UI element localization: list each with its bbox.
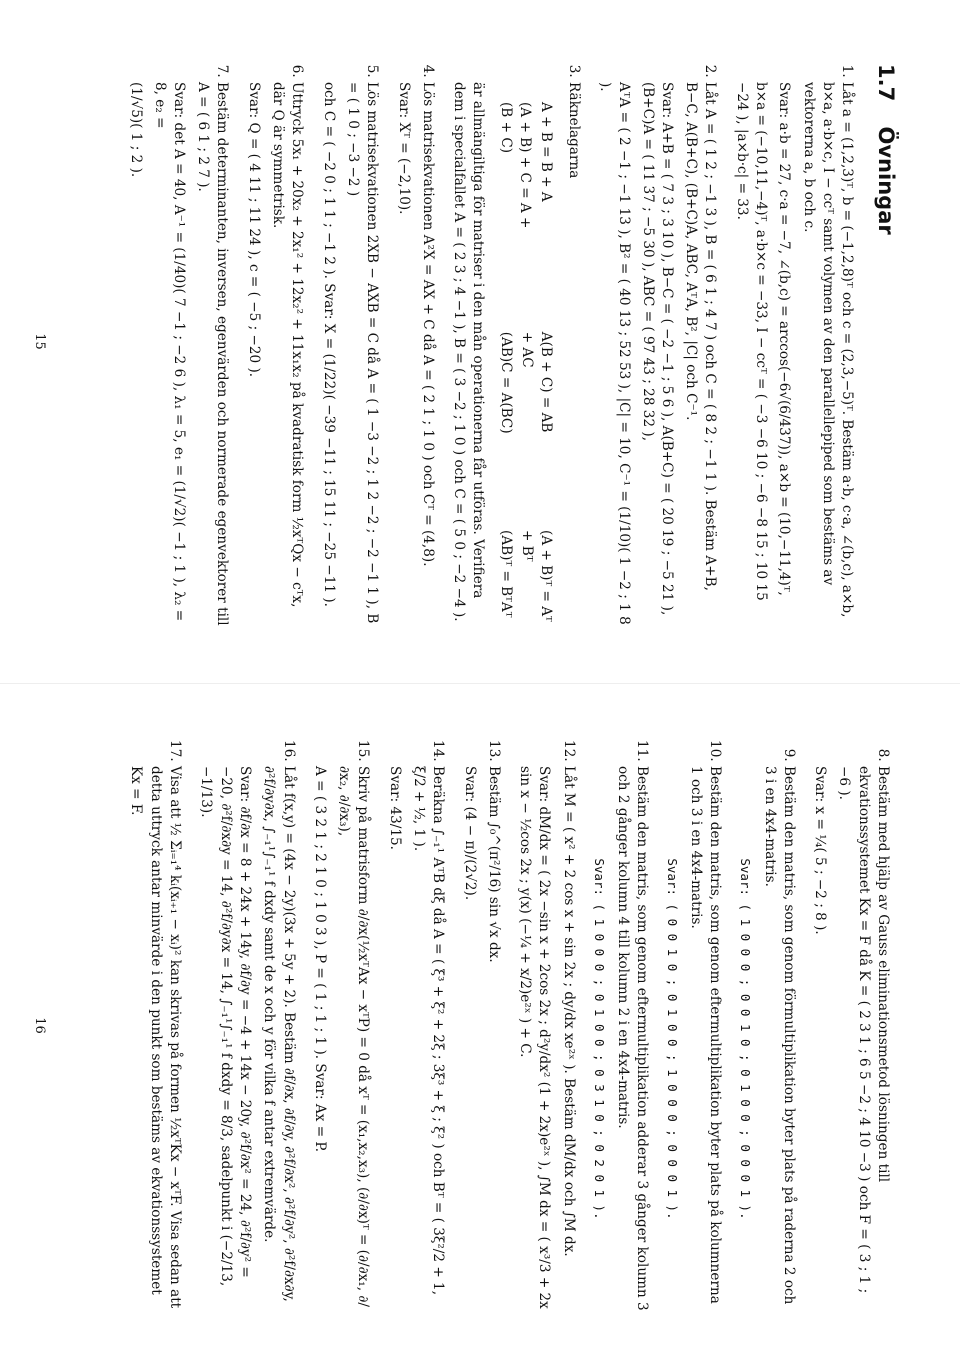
exercise-12	[515, 766, 578, 1312]
law-transpose-sum: (A + B)ᵀ = Aᵀ + Bᵀ	[519, 530, 555, 622]
exercise-2-answer-line2: AᵀA = ( 2 −1 ; −1 13 ), B² = ( 40 13 ; 52 53 ), |C| = 10, C⁻¹ = (1/10)( 1 −2 ; 1 8 ).	[596, 82, 633, 625]
exercise-4	[393, 82, 437, 628]
exercise-7	[126, 82, 231, 628]
exercise-9-answer: Svar: ( 1 0 0 0 ; 0 0 1 0 ; 0 1 0 0 ; 0 0 0 1 ).	[738, 858, 754, 1220]
laws-column-1	[493, 102, 557, 242]
exercise-6-question: 6. Uttryck 5x₁ + 20x₂ + 2x₁² + 12x₂² + 11x₁x₂ på kvadratisk form ½xᵀQx − cᵀx, där Q är symmetrisk.	[270, 82, 306, 608]
exercise-7-question: 7. Bestäm determinanten, inversen, egenvärden och normerade egenvektorer till A = ( 6 1 ; 2 7 ).	[195, 82, 231, 626]
exercise-7-answer-line1: Svar: det A = 40, A⁻¹ = (1/40)( 7 −1 ; −2 6 ), λ₁ = 5, e₁ = (1/√2)( −1 ; 1 ), λ₂ = 8, e₂ =	[151, 82, 187, 622]
exercise-7-answer-line2: (1/√5)( 1 ; 2 ).	[128, 82, 145, 178]
exercise-10-question: 10. Bestäm den matris, som genom eftermultiplikation byter plats på kolumnerna 1 och 3 i en 4x4-matris.	[688, 766, 724, 1304]
exercise-12-question: 12. Låt M = ( x² + 2 cos x + sin 2x ; dy/dx xe²ˣ ). Bestäm dM/dx och ∫M dx.	[560, 766, 577, 1257]
exercise-16-answer: Svar: ∂f/∂x = 8 + 24x + 14y, ∂f/∂y = −4 + 14x − 20y, ∂²f/∂x² = 24, ∂²f/∂y² = −20, ∂²f/∂x∂y = 14, ∂²f/∂y∂x = 14, ∫₋₁¹∫₋₁¹ f dxdy = 8/3, sadelpunkt i (−2/13, −1/13).	[198, 766, 253, 1287]
exercise-4-question: 4. Lös matrisekvationen A²X = AX + C då A = ( 2 1 ; 1 0 ) och Cᵀ = (4,8).	[419, 82, 436, 567]
exercise-3	[449, 82, 583, 628]
laws-column-2	[493, 332, 557, 440]
exercise-2-answer-line1: Svar: A+B = ( 7 3 ; 3 10 ), B−C = ( −2 −1 ; 5 6 ), A(B+C) = ( 20 19 ; −5 21 ), (B+C)A = ( 11 37 ; −5 30 ), ABC = ( 97 43 ; 28 32 ),	[639, 82, 675, 616]
exercise-14	[384, 766, 447, 1312]
exercise-16-question: 16. Låt f(x,y) = (4x − 2y)(3x + 5y + 2). Bestäm ∂f/∂x, ∂f/∂y, ∂²f/∂x², ∂²f/∂y², ∂²f/∂x∂y, ∂²f/∂y∂x, ∫₋₁¹∫₋₁¹ f dxdy samt de x och y för vilka f antar extremvärde.	[261, 766, 297, 1302]
exercise-list-right	[126, 746, 892, 1312]
exercise-3-text: är allmängiltiga för matriser i den mån operationerna får utföras. Verifiera dem i specialfallet A = ( 2 3 ; 4 −1 ), B = ( 3 −2 ; 1 0 ) och C = ( 5 0 ; −2 −4 ).	[451, 82, 487, 622]
section-heading	[870, 64, 900, 628]
exercise-8-answer: Svar: x = ¼( 5 ; −2 ; 8 ).	[812, 766, 829, 935]
section-number: 1.7	[874, 64, 898, 102]
exercise-1	[731, 82, 856, 628]
exercise-11-answer: Svar: ( 1 0 0 0 ; 0 1 0 0 ; 0 3 1 0 ; 0 2 0 1 ).	[591, 858, 607, 1220]
exercise-1-answer-line2: b×a = (−10,11,−4)ᵀ, a·b×c = −33, I − ccᵀ = ( −3 −6 10 ; −6 −8 15 ; 10 15 −24 ), |a×b·c| = 33.	[733, 82, 769, 601]
exercise-13-answer: Svar: (4 − π)/(2√2).	[461, 766, 478, 901]
section-title: Övningar	[874, 126, 898, 235]
exercise-11	[590, 766, 651, 1312]
exercise-17	[126, 766, 184, 1312]
exercise-6-answer: Svar: Q = ( 4 11 ; 11 24 ), c = ( −5 ; −20 ).	[245, 82, 262, 378]
exercise-15-answer: A = ( 3 2 1 ; 2 1 0 ; 1 0 3 ), P = ( 1 ; 1 ; 1 ). Svar: Ax = P.	[311, 766, 328, 1153]
exercise-list-left	[126, 62, 856, 628]
exercise-5-question: 5. Lös matrisekvationen 2XB − AXB = C då A = ( 1 −3 −2 ; 1 2 −2 ; −2 −1 1 ), B = ( 1 0 ; −3 −2 )	[344, 82, 381, 624]
exercise-9-question: 9. Bestäm den matris, som genom förmultiplikation byter plats på raderna 2 och 3 i en 4x4-matris.	[761, 766, 797, 1305]
exercise-4-answer: Svar: Xᵀ = (−2,10).	[395, 82, 412, 215]
exercise-13-question: 13. Bestäm ∫₀^(π²/16) sin √x dx.	[485, 766, 502, 963]
law-associative-mul: (AB)C = A(BC)	[497, 331, 514, 434]
law-associative-add: (A + B) + C = A + (B + C)	[497, 102, 534, 229]
exercise-5-answer: och C = ( −2 0 ; 1 1 ; −1 2 ). Svar: X = (1/22)( −39 −11 ; 15 11 ; −25 −11 ).	[320, 82, 337, 607]
exercise-13	[459, 766, 503, 1312]
exercise-3-question: 3. Räknelagarna	[565, 82, 582, 179]
page-number-left: 15	[32, 333, 48, 350]
exercise-17-question: 17. Visa att ½ Σᵢ₌₁⁴ kᵢ(xᵢ₊₁ − xᵢ)² kan skrivas på formen ½xᵀKx − xᵀF. Visa sedan att detta uttryck antar minvärde i den punkt som bestäms av ekvationssystemet Kx = F.	[128, 766, 184, 1309]
page-16	[0, 684, 960, 1367]
exercise-15	[310, 766, 373, 1312]
laws-column-3	[493, 530, 557, 628]
exercise-10-answer: Svar: ( 0 0 1 0 ; 0 1 0 0 ; 1 0 0 0 ; 0 0 0 1 ).	[664, 858, 680, 1220]
exercise-8	[810, 766, 892, 1312]
exercise-11-question: 11. Bestäm den matris, som genom eftermultiplikation adderar 3 gånger kolumn 3 och 2 gånger kolumn 4 till kolumn 2 i en 4x4-matris.	[614, 766, 651, 1311]
exercise-1-answer-line1: Svar: a·b = 27, c·a = −7, ∠(b,c) = arccos(−6√(6/437)), a×b = (10,−11,4)ᵀ,	[776, 82, 793, 596]
exercise-16	[196, 766, 297, 1312]
exercise-2	[595, 82, 720, 628]
exercise-14-question: 14. Beräkna ∫₋₁¹ AᵀB dξ då A = ( ξ³ + ξ² + 2ξ ; 3ξ³ + ξ ; ξ² ) och Bᵀ = ( 3ξ²/2 + 1, ξ/2 + ½, 1 ).	[411, 766, 447, 1296]
laws-table	[493, 102, 557, 628]
law-transpose-product: (AB)ᵀ = BᵀAᵀ	[497, 530, 514, 618]
page-15	[0, 0, 960, 683]
exercise-8-question: 8. Bestäm med hjälp av Gauss eliminationsmetod lösningen till ekvationssystemet Kx = F då K = ( 2 3 1 ; 6 5 −2 ; 4 10 −3 ) och F = ( 3 ; 1 ; −6 ).	[836, 766, 891, 1294]
exercise-15-question: 15. Skriv på matrisform ∂/∂x(½xᵀAx − xᵀP) = 0 då xᵀ = (x₁,x₂,x₃), (∂/∂x)ᵀ = (∂/∂x₁, ∂/∂x₂, ∂/∂x₃),	[336, 766, 372, 1307]
exercise-2-question: 2. Låt A = ( 1 2 ; −1 3 ), B = ( 6 1 ; 4 7 ) och C = ( 8 2 ; −1 1 ). Bestäm A+B, B−C, A(B+C), (B+C)A, ABC, AᵀA, B², |C| och C⁻¹.	[683, 82, 719, 591]
exercise-14-answer: Svar: 43/15.	[386, 766, 403, 850]
exercise-6	[243, 82, 306, 628]
exercise-9	[736, 766, 797, 1312]
law-distributive: A(B + C) = AB + AC	[519, 331, 555, 433]
page-number-right: 16	[32, 1017, 48, 1034]
exercise-12-answer: Svar: dM/dx = ( 2x −sin x + 2cos 2x ; d²y/dx² (1 + 2x)e²ˣ ), ∫M dx = ( x³/3 + 2x sin x − ½cos 2x ; y(x) (−¼ + x/2)e²ˣ ) + C.	[517, 766, 553, 1309]
exercise-1-question: 1. Låt a = (1,2,3)ᵀ, b = (−1,2,8)ᵀ och c = (2,3,−5)ᵀ. Bestäm a·b, c·a, ∠(b,c), a×b, b×a, a·b×c, I − ccᵀ samt volymen av den parallellepiped som bestäms av vektorerna a, b och c.	[800, 82, 856, 618]
exercise-10	[663, 766, 724, 1312]
exercise-5	[318, 82, 381, 628]
law-commutative: A + B = B + A	[538, 102, 555, 202]
